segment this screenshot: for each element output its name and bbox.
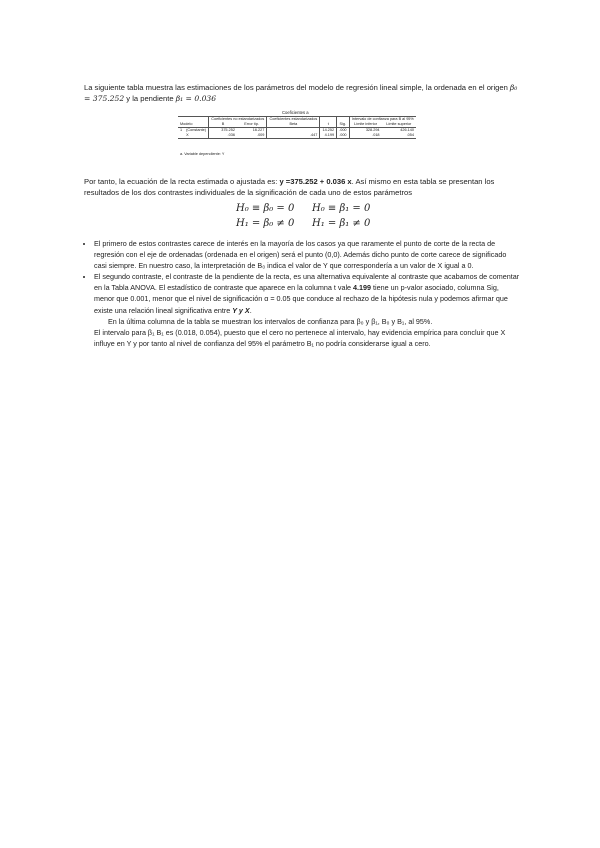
equation-paragraph: Por tanto, la ecuación de la recta estimada o ajustada es: y =375.252 + 0.036 x. Así mismo en esta tabla se presentan los resultados de los dos contrastes individuales de la significación de cada uno de estos parámetros <box>84 177 495 197</box>
header-b: B <box>209 122 237 128</box>
h0-intercept: H₀ ≡ β₀ = 0 <box>236 203 295 214</box>
fitted-equation: y =375.252 + 0.036 x <box>279 177 352 186</box>
h1-slope: H₁ = β₁ ≠ 0 <box>312 218 371 229</box>
header-upper: Límite superior <box>382 122 416 128</box>
table-footnote: a. Variable dependiente: Y <box>180 152 225 156</box>
ci-interpretation: El intervalo para β₁ B₁ es (0.018, 0.054), puesto que el cero no pertenece al intervalo, hay evidencia empírica para concluir que X influye en Y y por tanto al nivel de confianza del 95% el parámetro B₁ no podría considerarse igual a cero. <box>94 327 506 348</box>
h0-slope: H₀ ≡ β₁ = 0 <box>312 203 371 214</box>
header-sig: Sig. <box>337 122 349 128</box>
ci-paragraph: En la última columna de la tabla se muestran los intervalos de confianza para β₀ y β₁, B₀ y B₁, al 95%. <box>108 316 433 326</box>
intro-text-a: La siguiente tabla muestra las estimaciones de los parámetros del modelo de regresión lineal simple, la ordenada en el origen <box>84 83 510 92</box>
header-beta: Beta <box>267 122 320 128</box>
intro-text-b: y la pendiente <box>124 94 176 103</box>
intro-paragraph <box>84 82 520 104</box>
table-row: X .036 .009 .447 4.199 .000 .018 .054 <box>178 133 416 139</box>
header-model: Modelo <box>178 122 209 128</box>
bullet-list <box>84 238 520 349</box>
h1-intercept: H₁ = β₀ ≠ 0 <box>236 218 295 229</box>
header-t: t <box>320 122 337 128</box>
list-item: • El segundo contraste, el contraste de la pendiente de la recta, es una alternativa equivalente al contraste que acabamos de comentar en la Tabla ANOVA. El estadístico de contraste que aparece en la columna t vale 4.199 tiene un p-valor asociado, columna Sig, menor que 0.001, menor que el nivel de significación α = 0.05 que conduce al rechazo de la hipótesis nula y podemos afirmar que existe una relación lineal significativa entre Y y X. En la última columna de la tabla se muestran los intervalos de confianza para β₀ y β₁, B₀ y B₁, al 95%. El intervalo para β₁ B₁ es (0.018, 0.054), puesto que el cero no pertenece al intervalo, hay evidencia empírica para concluir que X influye en Y y por tanto al nivel de confianza del 95% el parámetro B₁ no podría considerarse igual a cero. <box>94 271 520 349</box>
header-stderr: Error típ. <box>237 122 267 128</box>
header-standardized: Coeficientes estandarizados <box>267 117 320 123</box>
header-lower: Límite inferior <box>349 122 382 128</box>
intercept-symbol: β₀ = 375.252 <box>84 83 518 103</box>
header-unstandardized: Coeficientes no estandarizados <box>209 117 267 123</box>
coefficients-table <box>178 116 416 139</box>
header-ci: Intervalo de confianza para B al 95% <box>349 117 416 123</box>
slope-symbol: β₁ = 0.036 <box>175 94 217 103</box>
table-title: Coeficientes a <box>282 110 309 115</box>
table-row: 1 (Constante) 375.252 16.227 14.252 .000 328.294 426.140 <box>180 128 414 132</box>
list-item: • El primero de estos contrastes carece de interés en la mayoría de los casos ya que raramente el punto de corte de la recta de regresión con el eje de ordenadas (ordenada en el origen) será el punto (0,0). Además dicho punto de corte carece de significado casi siempre. En nuestro caso, la interpretación de B₀ indica el valor de Y que correspondería a un valor de X igual a 0. <box>94 238 520 271</box>
